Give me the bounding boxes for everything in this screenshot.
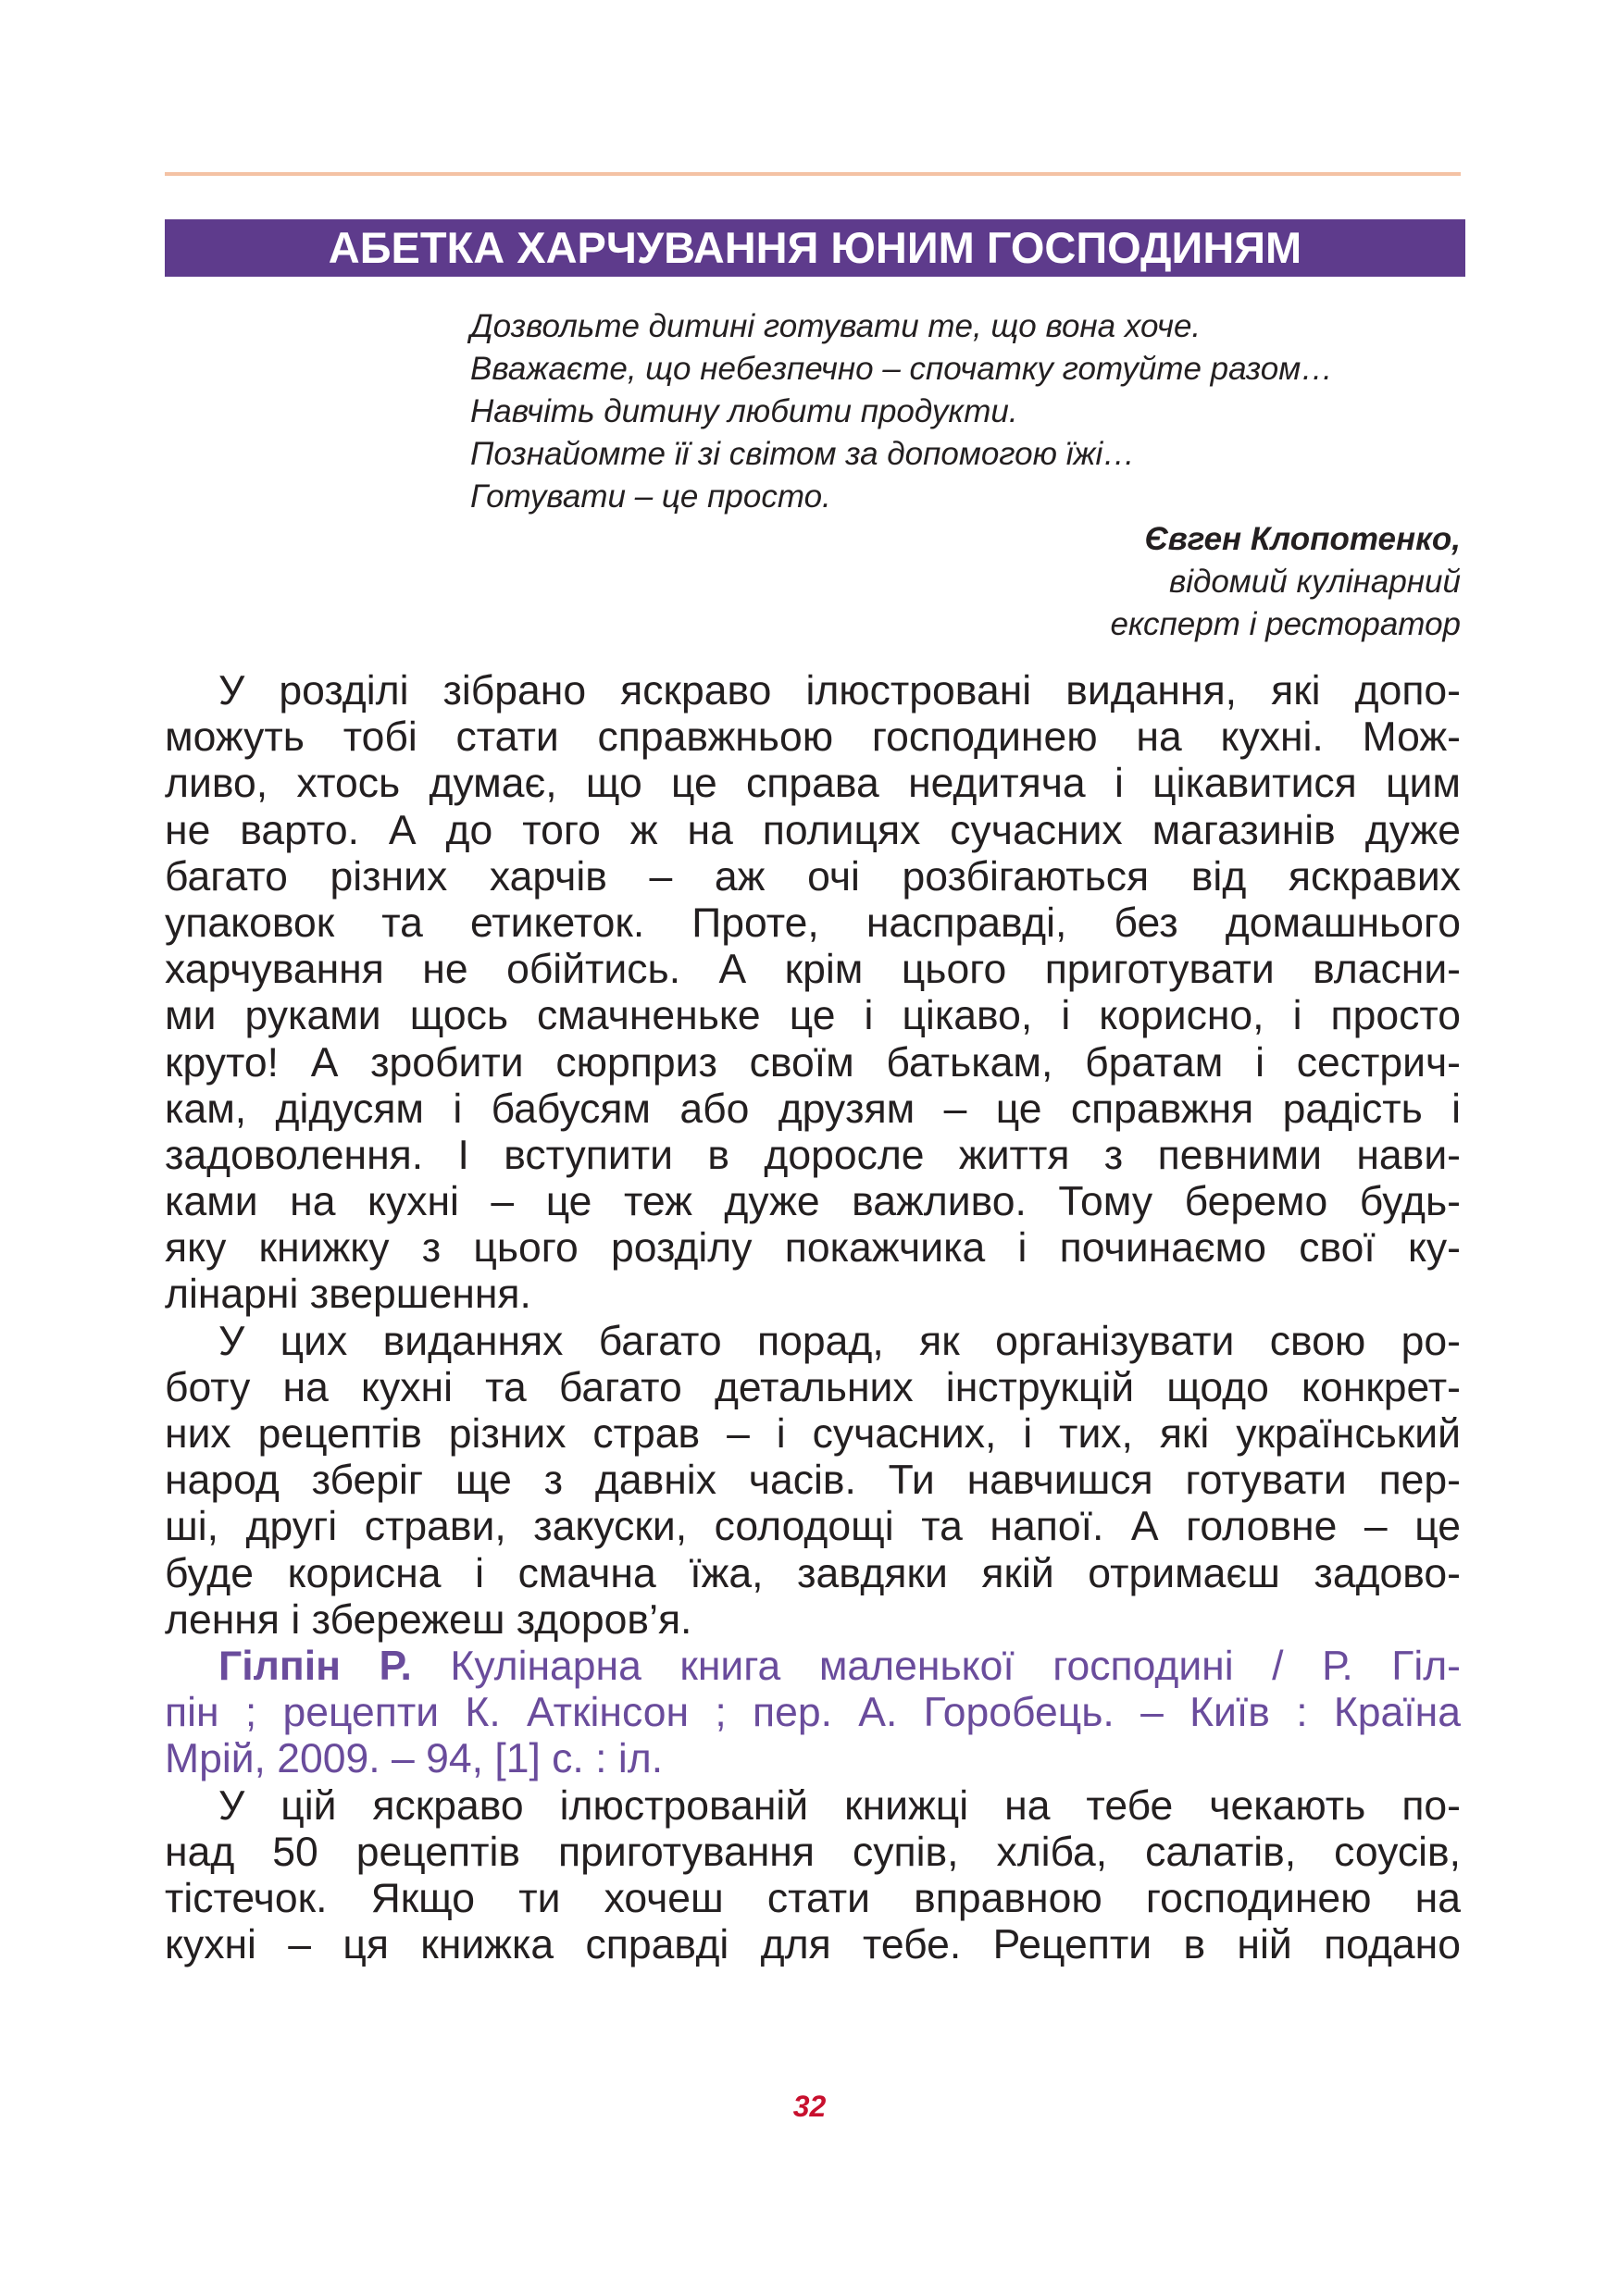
epigraph-line: Дозвольте дитині готувати те, що вона хоче. bbox=[470, 308, 1202, 344]
text-line: круто! А зробити сюрприз своїм батькам, братам і сестрич- bbox=[165, 1039, 1461, 1086]
epigraph-attribution bbox=[1110, 518, 1461, 646]
section-title: АБЕТКА ХАРЧУВАННЯ ЮНИМ ГОСПОДИНЯМ bbox=[165, 219, 1465, 277]
text-line: ші, другі страви, закуски, солодощі та напої. А головне – це bbox=[165, 1504, 1461, 1550]
text-line: лення і збережеш здоров’я. bbox=[165, 1596, 692, 1643]
text-line: них рецептів різних страв – і сучасних, і тих, які український bbox=[165, 1411, 1461, 1457]
text-line: кухні – ця книжка справді для тебе. Рецепти в ній подано bbox=[165, 1922, 1461, 1968]
text-line: боту на кухні та багато детальних інструкцій щодо конкрет- bbox=[165, 1364, 1461, 1410]
bibliography-entry-line: пін ; рецепти К. Аткінсон ; пер. А. Горобець. – Київ : Країна bbox=[165, 1690, 1461, 1736]
text-line: упаковок та етикеток. Проте, насправді, без домашнього bbox=[165, 900, 1461, 946]
text-line: ми руками щось смачненьке це і цікаво, і корисно, і просто bbox=[165, 993, 1461, 1039]
header-rule bbox=[165, 172, 1461, 176]
text-line: ливо, хтось думає, що це справа недитяча і цікавитися цим bbox=[165, 761, 1461, 807]
bibliography-entry-line: Мрій, 2009. – 94, [1] с. : іл. bbox=[165, 1736, 664, 1782]
epigraph-author-role: експерт і ресторатор bbox=[1110, 606, 1461, 642]
text-line: буде корисна і смачна їжа, завдяки якій отримаєш задово- bbox=[165, 1550, 1461, 1596]
epigraph-author: Євген Клопотенко, bbox=[1144, 521, 1461, 557]
epigraph-line: Познайомте її зі світом за допомогою їжі… bbox=[470, 436, 1136, 472]
text-line: харчування не обійтись. А крім цього приготувати власни- bbox=[165, 947, 1461, 993]
epigraph bbox=[470, 305, 1461, 518]
text-line: У цій яскраво ілюстрованій книжці на тебе чекають по- bbox=[218, 1782, 1461, 1829]
bibliography-author: Гілпін Р. bbox=[218, 1643, 412, 1689]
text-line: багато різних харчів – аж очі розбігаються від яскравих bbox=[165, 853, 1461, 900]
text-line: ками на кухні – це теж дуже важливо. Тому беремо будь- bbox=[165, 1179, 1461, 1225]
epigraph-line: Вважаєте, що небезпечно – спочатку готуйте разом… bbox=[470, 351, 1334, 387]
text-line: можуть тобі стати справжньою господинею на кухні. Мож- bbox=[165, 714, 1461, 761]
text-line: яку книжку з цього розділу покажчика і починаємо свої ку- bbox=[165, 1225, 1461, 1272]
text-line: кам, дідусям і бабусям або друзям – це справжня радість і bbox=[165, 1086, 1461, 1132]
epigraph-author-role: відомий кулінарний bbox=[1168, 564, 1461, 600]
epigraph-line: Готувати – це просто. bbox=[470, 478, 831, 515]
page-number: 32 bbox=[792, 2090, 827, 2123]
bibliography-entry-line bbox=[165, 1644, 1461, 1690]
main-text bbox=[165, 668, 1461, 1968]
bibliography-title: Кулінарна книга маленької господині / Р. Гіл- bbox=[411, 1643, 1461, 1689]
text-line: не варто. А до того ж на полицях сучасних магазинів дуже bbox=[165, 807, 1461, 853]
text-line: У цих виданнях багато порад, як організувати свою ро- bbox=[218, 1318, 1461, 1364]
text-line: тістечок. Якщо ти хочеш стати вправною господинею на bbox=[165, 1875, 1461, 1921]
text-line: народ зберіг ще з давніх часів. Ти навчишся готувати пер- bbox=[165, 1458, 1461, 1504]
epigraph-line: Навчіть дитину любити продукти. bbox=[470, 393, 1018, 429]
text-line: лінарні звершення. bbox=[165, 1272, 531, 1318]
text-line: У розділі зібрано яскраво ілюстровані видання, які допо- bbox=[218, 668, 1461, 714]
text-line: над 50 рецептів приготування супів, хліба, салатів, соусів, bbox=[165, 1829, 1461, 1875]
text-line: задоволення. І вступити в доросле життя з певними нави- bbox=[165, 1132, 1461, 1178]
